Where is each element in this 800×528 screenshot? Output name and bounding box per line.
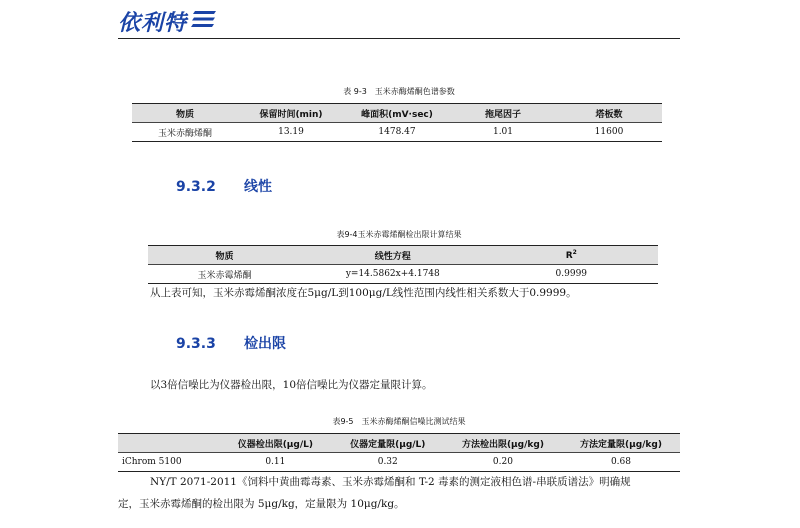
table-row <box>132 123 662 142</box>
table-row <box>118 453 680 472</box>
section-heading-9-3-3 <box>176 333 286 353</box>
section-title: 检出限 <box>244 336 286 352</box>
table-9-3-caption: 表 9-3 玉米赤酶烯酮色谱参数 <box>343 87 455 96</box>
cell: y=14.5862x+4.1748 <box>301 265 485 284</box>
cell: 0.68 <box>562 453 680 472</box>
company-logo <box>118 8 217 34</box>
cell: 1.01 <box>450 123 556 142</box>
cell: iChrom 5100 <box>118 453 219 472</box>
col-header: 线性方程 <box>301 246 485 265</box>
cell: 1478.47 <box>344 123 450 142</box>
table-9-3 <box>132 103 662 142</box>
col-header <box>118 434 219 453</box>
table-9-4-caption: 表9-4玉米赤霉烯酮检出限计算结果 <box>336 230 462 239</box>
logo-text: 依利特 <box>118 10 188 36</box>
table-row <box>148 265 658 284</box>
cell: 11600 <box>556 123 662 142</box>
paragraph-reference-line-1: NY/T 2071-2011《饲料中黄曲霉毒素、玉米赤霉烯酮和 T-2 毒素的测定液相色谱-串联质谱法》明确规 <box>150 476 631 488</box>
cell: 0.11 <box>219 453 331 472</box>
table-9-5 <box>118 433 680 472</box>
cell: 13.19 <box>238 123 344 142</box>
section-number: 9.3.2 <box>176 179 216 195</box>
col-header: 保留时间(min) <box>238 104 344 123</box>
col-header: 物质 <box>148 246 301 265</box>
cell: 0.9999 <box>485 265 658 284</box>
col-header: 仪器检出限(μg/L) <box>219 434 331 453</box>
col-header-r2 <box>485 246 658 265</box>
cell: 0.20 <box>444 453 562 472</box>
section-title: 线性 <box>244 179 272 195</box>
paragraph-linear: 从上表可知，玉米赤霉烯酮浓度在5μg/L到100μg/L线性范围内线性相关系数大于0.9999。 <box>150 287 577 299</box>
section-number: 9.3.3 <box>176 336 216 352</box>
col-header: 方法定量限(μg/kg) <box>562 434 680 453</box>
header-rule <box>118 38 680 39</box>
col-header: 方法检出限(μg/kg) <box>444 434 562 453</box>
r-superscript: 2 <box>572 249 577 256</box>
r-symbol: R <box>565 251 573 261</box>
col-header: 拖尾因子 <box>450 104 556 123</box>
section-heading-9-3-2 <box>176 176 272 196</box>
paragraph-reference-line-2: 定，玉米赤霉烯酮的检出限为 5μg/kg，定量限为 10μg/kg。 <box>118 498 405 510</box>
paragraph-lod: 以3倍信噪比为仪器检出限，10倍信噪比为仪器定量限计算。 <box>150 379 433 391</box>
col-header: 塔板数 <box>556 104 662 123</box>
table-9-5-caption: 表9-5 玉米赤酶烯酮信噪比测试结果 <box>332 417 466 426</box>
col-header: 物质 <box>132 104 238 123</box>
table-9-4 <box>148 245 658 284</box>
cell: 玉米赤霉烯酮 <box>148 265 301 284</box>
cell: 0.32 <box>332 453 444 472</box>
col-header: 峰面积(mV·sec) <box>344 104 450 123</box>
col-header: 仪器定量限(μg/L) <box>332 434 444 453</box>
cell: 玉米赤酶烯酮 <box>132 123 238 142</box>
logo-stripes-icon <box>191 9 217 33</box>
